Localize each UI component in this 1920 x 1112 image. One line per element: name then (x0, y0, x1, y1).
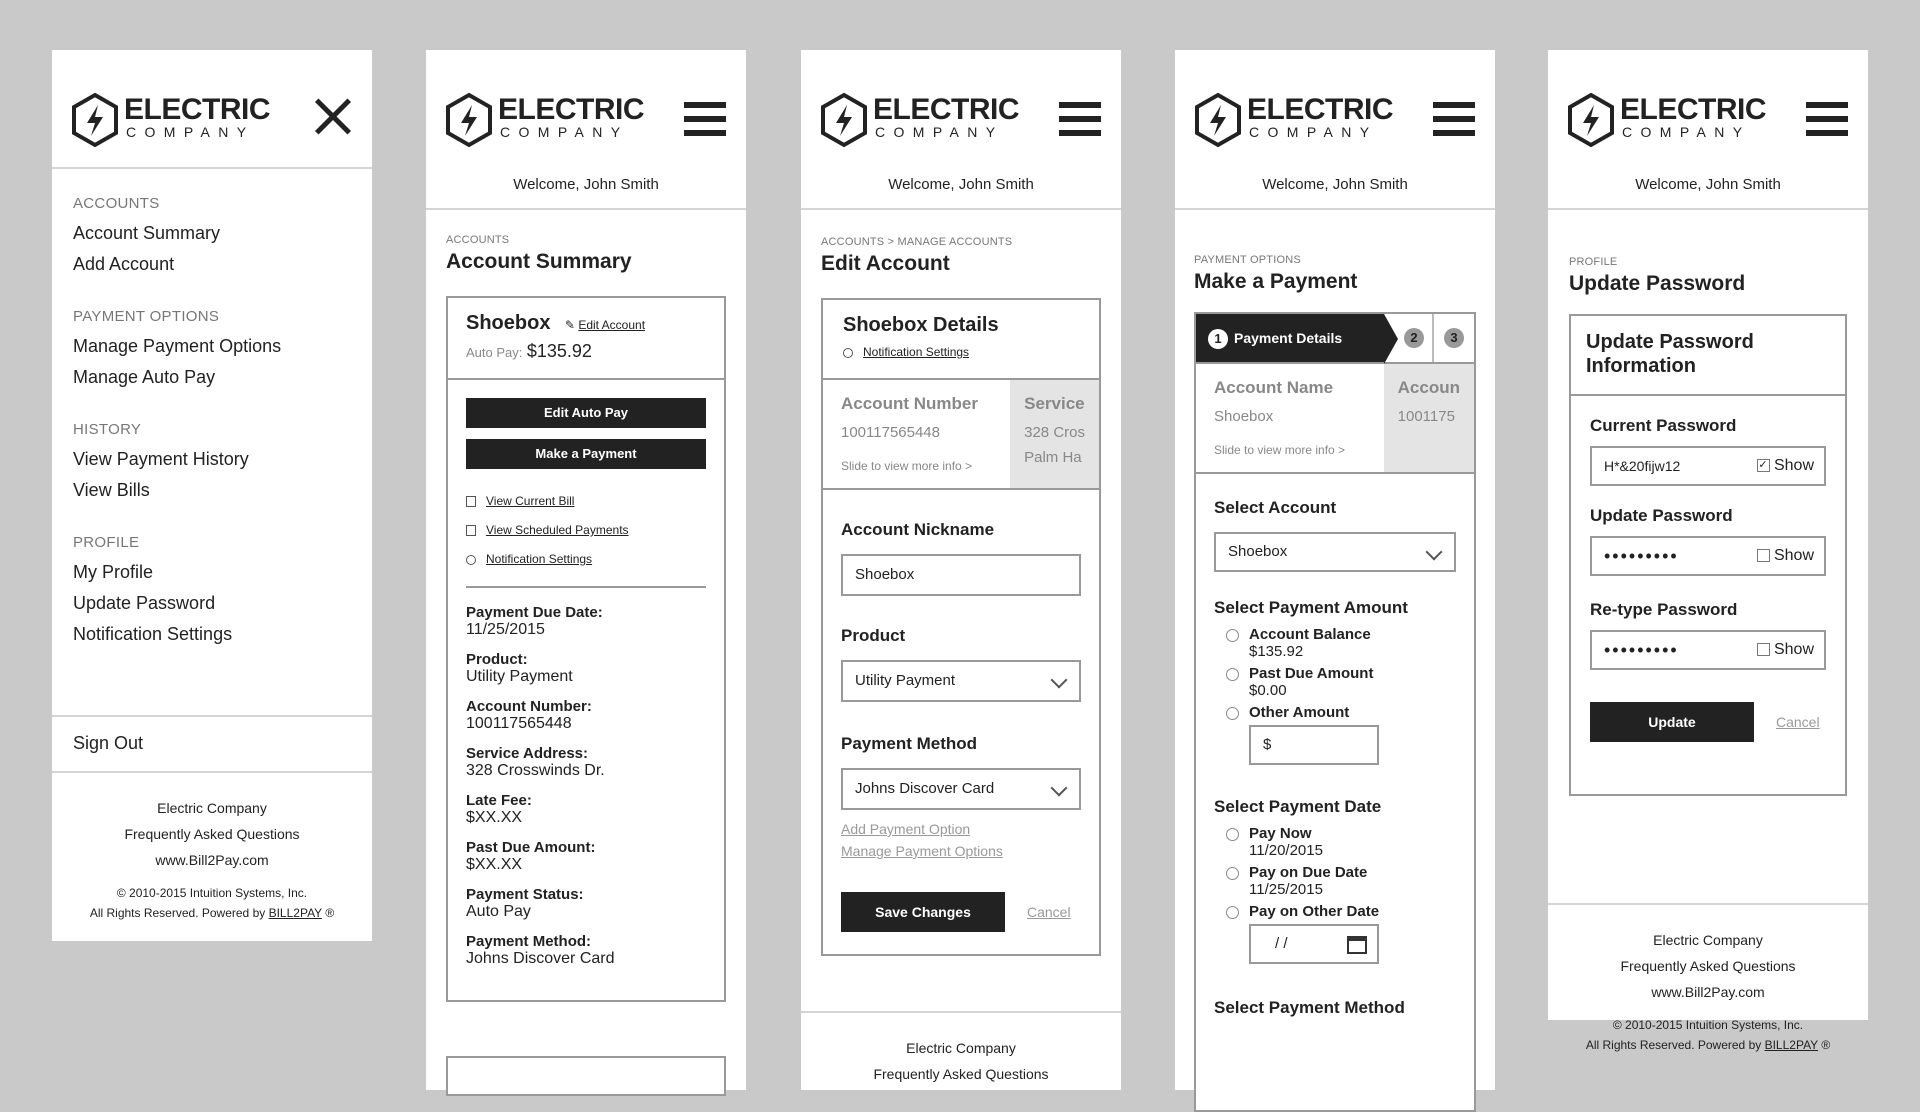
view-current-bill-link[interactable] (466, 487, 706, 516)
welcome-message: Welcome, John Smith (1635, 176, 1781, 193)
logo-text-company: COMPANY (1249, 124, 1378, 140)
detail-value: Johns Discover Card (466, 950, 615, 967)
hamburger-menu-icon[interactable] (1433, 102, 1475, 136)
selected-value: Johns Discover Card (855, 780, 995, 797)
account-name: Shoebox (466, 312, 551, 334)
slide-value: 100117565448 (841, 424, 940, 441)
hamburger-menu-icon[interactable] (1059, 102, 1101, 136)
option-value: 11/20/2015 (1249, 842, 1323, 859)
menu-item-update-password[interactable]: Update Password (73, 593, 216, 613)
copyright-text: © 2010-2015 Intuition Systems, Inc. (1612, 1018, 1804, 1032)
slide-value: Shoebox (1214, 408, 1274, 425)
logo-text-electric: ELECTRIC (124, 93, 270, 126)
current-password-label: Current Password (1590, 416, 1737, 435)
retype-password-label: Re-type Password (1590, 600, 1738, 619)
slide-value: Palm Ha (1024, 449, 1082, 466)
logo-text-electric: ELECTRIC (1247, 93, 1393, 126)
input-value: ••••••••• (1604, 640, 1679, 660)
option-label: Past Due Amount (1249, 665, 1374, 682)
account-select[interactable] (1214, 532, 1456, 572)
retype-password-input[interactable] (1590, 630, 1826, 670)
checkbox[interactable] (1757, 549, 1770, 562)
detail-label: Payment Due Date: (466, 604, 603, 621)
footer-company[interactable]: Electric Company (1653, 932, 1763, 948)
card-title: Shoebox Details (843, 314, 999, 336)
option-value: $135.92 (1249, 643, 1304, 660)
account-card (446, 296, 726, 1002)
slide-value: 328 Cros (1024, 424, 1085, 441)
option-label: Pay on Due Date (1249, 864, 1368, 881)
slide-title: Accoun (1397, 378, 1460, 397)
breadcrumb[interactable]: PROFILE (1569, 256, 1618, 268)
update-password-input[interactable] (1590, 536, 1826, 576)
update-button[interactable]: Update (1590, 702, 1754, 742)
electric-company-logo[interactable] (444, 92, 644, 148)
menu-item-manage-auto-pay[interactable]: Manage Auto Pay (73, 367, 216, 387)
rights-line (52, 903, 372, 923)
welcome-message: Welcome, John Smith (1262, 176, 1408, 193)
show-label: Show (1773, 547, 1814, 564)
footer-company[interactable]: Electric Company (906, 1040, 1016, 1056)
breadcrumb[interactable]: ACCOUNTS > MANAGE ACCOUNTS (821, 236, 1013, 248)
screen-menu (52, 50, 372, 941)
manage-payment-options-link[interactable]: Manage Payment Options (841, 843, 1003, 859)
select-account-label: Select Account (1214, 498, 1337, 517)
detail-label: Service Address: (466, 745, 589, 762)
product-label: Product (841, 626, 906, 645)
slide-value: 1001175 (1397, 408, 1455, 425)
card-title: Update Password Information (1571, 316, 1845, 396)
footer-site[interactable]: www.Bill2Pay.com (155, 852, 269, 868)
edit-account-link[interactable] (565, 318, 645, 332)
notification-settings-link[interactable] (843, 345, 1079, 359)
menu-item-add-account[interactable]: Add Account (73, 254, 175, 274)
detail-label: Late Fee: (466, 792, 532, 809)
welcome-message: Welcome, John Smith (888, 176, 1034, 193)
screen-make-payment (1175, 50, 1495, 1090)
header (1548, 50, 1868, 210)
bell-icon (843, 348, 853, 358)
screen-update-password (1548, 50, 1868, 1052)
slide-title: Account Number (841, 394, 978, 413)
page-title: Make a Payment (1194, 270, 1358, 293)
payment-form (1196, 474, 1474, 1018)
footer (1548, 905, 1868, 1055)
bill2pay-link[interactable]: BILL2PAY (268, 906, 322, 920)
screen-edit-account (801, 50, 1121, 1090)
detail-value: 328 Crosswinds Dr. (466, 762, 605, 779)
link-label[interactable]: Notification Settings (863, 345, 970, 359)
other-amount-input[interactable]: $ (1249, 725, 1379, 765)
product-select[interactable] (841, 660, 1081, 702)
link-label[interactable]: View Scheduled Payments (486, 523, 629, 537)
menu-item-account-summary[interactable]: Account Summary (73, 223, 221, 243)
account-details (466, 604, 706, 968)
autopay-row (466, 341, 706, 362)
logo-text-electric: ELECTRIC (1620, 93, 1766, 126)
electric-company-logo[interactable] (819, 92, 1019, 148)
amount-option-past-due[interactable] (1226, 665, 1456, 699)
chevron-down-icon (1051, 672, 1068, 689)
form-actions (1590, 702, 1826, 742)
page-content (801, 210, 1121, 956)
detail-label: Account Number: (466, 698, 592, 715)
cancel-link[interactable]: Cancel (1027, 904, 1071, 920)
footer-faq[interactable]: Frequently Asked Questions (124, 826, 300, 842)
date-option-other-date[interactable] (1226, 903, 1456, 920)
quick-links (466, 487, 706, 588)
selected-value: Utility Payment (855, 672, 956, 689)
account-card-body (448, 380, 724, 968)
payment-method-label: Payment Method (841, 734, 978, 753)
option-label: Pay on Other Date (1249, 903, 1380, 920)
detail-label: Payment Status: (466, 886, 584, 903)
electric-company-logo[interactable] (1193, 92, 1393, 148)
footer-copyright (1548, 1015, 1868, 1055)
menu-heading: PAYMENT OPTIONS (73, 308, 220, 325)
menu-item-notification-settings[interactable]: Notification Settings (73, 624, 233, 644)
footer (52, 773, 372, 923)
notification-settings-link[interactable] (466, 545, 706, 574)
detail-value: Auto Pay (466, 903, 531, 920)
page-title: Account Summary (446, 250, 632, 273)
add-payment-option-link[interactable]: Add Payment Option (841, 821, 971, 837)
nickname-label: Account Nickname (841, 520, 995, 539)
cancel-link[interactable]: Cancel (1776, 714, 1820, 730)
save-changes-button[interactable]: Save Changes (841, 892, 1005, 932)
step-number: 3 (1444, 328, 1464, 348)
show-toggle[interactable] (1757, 538, 1814, 574)
screen-account-summary (426, 50, 746, 1090)
step-number: 1 (1208, 329, 1228, 349)
selected-value: Shoebox (1228, 543, 1288, 560)
electric-company-logo[interactable] (1566, 92, 1766, 148)
input-value: ••••••••• (1604, 546, 1679, 566)
pencil-icon: ✎ (564, 318, 575, 332)
bell-icon (466, 555, 476, 565)
slide-service (1010, 380, 1099, 488)
lightning-hexagon-icon (70, 92, 120, 148)
page-title: Edit Account (821, 252, 950, 275)
link-label[interactable]: Notification Settings (486, 552, 593, 566)
page-content (426, 210, 746, 1096)
option-label: Account Balance (1249, 626, 1371, 643)
date-option-due-date[interactable] (1226, 864, 1456, 898)
menu-section-accounts (73, 195, 351, 280)
option-value: $0.00 (1249, 682, 1287, 699)
logo-text-company: COMPANY (500, 124, 629, 140)
form-actions (841, 892, 1081, 932)
card-header (823, 300, 1099, 380)
menu-heading: HISTORY (73, 421, 142, 438)
payment-method-label: Select Payment Method (1214, 998, 1405, 1017)
welcome-message: Welcome, John Smith (513, 176, 659, 193)
detail-value: Utility Payment (466, 668, 573, 685)
step-3[interactable] (1434, 314, 1474, 362)
lightning-hexagon-icon (1193, 92, 1243, 148)
payment-option-links (841, 818, 1081, 862)
next-account-card (446, 1056, 726, 1096)
detail-value: 11/25/2015 (466, 621, 545, 638)
page-content (1548, 210, 1868, 905)
bill2pay-link[interactable]: BILL2PAY (1764, 1038, 1818, 1052)
payment-wizard (1194, 312, 1476, 1112)
view-scheduled-payments-link[interactable] (466, 516, 706, 545)
menu-section-profile (73, 534, 351, 650)
document-icon (466, 496, 476, 507)
update-password-card (1569, 314, 1847, 796)
menu-item-view-bills[interactable]: View Bills (73, 480, 150, 500)
header (426, 50, 746, 210)
logo-text-company: COMPANY (1622, 124, 1751, 140)
radio-button[interactable] (1226, 668, 1239, 681)
step-payment-details[interactable] (1196, 314, 1384, 362)
detail-value: 100117565448 (466, 715, 572, 732)
checkbox-checked[interactable]: ✓ (1758, 459, 1768, 472)
amount-option-account-balance[interactable] (1226, 626, 1456, 660)
date-placeholder: / / (1275, 935, 1288, 952)
info-slider[interactable] (1196, 364, 1474, 474)
update-password-label: Update Password (1590, 506, 1733, 525)
slide-hint: Slide to view more info > (841, 459, 973, 473)
link-label[interactable]: View Current Bill (486, 494, 575, 508)
calendar-icon[interactable] (1347, 936, 1367, 954)
page-title: Update Password (1569, 272, 1746, 295)
menu-heading: ACCOUNTS (73, 195, 160, 212)
electric-company-logo[interactable] (70, 92, 270, 148)
payment-amount-label: Select Payment Amount (1214, 598, 1408, 617)
autopay-amount: $135.92 (526, 341, 592, 361)
show-toggle[interactable] (1757, 632, 1814, 668)
menu-item-my-profile[interactable]: My Profile (73, 562, 154, 582)
input-value: H*&20fijw12 (1604, 458, 1681, 474)
menu-heading: PROFILE (73, 534, 140, 551)
amount-option-other[interactable] (1226, 704, 1456, 721)
edit-account-label[interactable]: Edit Account (578, 318, 646, 332)
payment-date-options (1214, 825, 1456, 964)
radio-button[interactable] (1226, 707, 1239, 720)
show-toggle[interactable] (1757, 448, 1814, 484)
radio-button[interactable] (1226, 906, 1239, 919)
registered-mark: ® (1821, 1038, 1831, 1052)
hamburger-menu-icon[interactable] (1806, 102, 1848, 136)
rights-line (1548, 1035, 1868, 1055)
menu-item-manage-payment-options[interactable]: Manage Payment Options (73, 336, 282, 356)
payment-method-select[interactable] (841, 768, 1081, 810)
close-icon[interactable] (314, 98, 352, 136)
logo-text-electric: ELECTRIC (873, 93, 1019, 126)
footer-site[interactable]: www.Bill2Pay.com (1651, 984, 1765, 1000)
registered-mark: ® (325, 906, 335, 920)
breadcrumb[interactable]: ACCOUNTS (446, 234, 510, 246)
slide-title: Service (1024, 394, 1085, 413)
current-password-input[interactable] (1590, 446, 1826, 486)
info-slider[interactable] (823, 380, 1099, 490)
lightning-hexagon-icon (444, 92, 494, 148)
payment-amount-options (1214, 626, 1456, 765)
slide-account-number (1384, 364, 1474, 472)
radio-button[interactable] (1226, 867, 1239, 880)
menu-section-payment-options (73, 308, 351, 393)
edit-auto-pay-button[interactable]: Edit Auto Pay (466, 398, 706, 428)
menu-section-history (73, 421, 351, 506)
hamburger-menu-icon[interactable] (684, 102, 726, 136)
header (801, 50, 1121, 210)
date-option-pay-now[interactable] (1226, 825, 1456, 859)
password-form (1571, 396, 1845, 742)
wizard-steps (1196, 314, 1474, 364)
slide-account-name (1196, 364, 1384, 472)
logo-text-company: COMPANY (126, 124, 255, 140)
footer (801, 1011, 1121, 1087)
slide-account-number (823, 380, 1010, 488)
step-number: 2 (1404, 328, 1424, 348)
detail-label: Product: (466, 651, 528, 668)
calendar-icon (466, 525, 476, 536)
footer-faq[interactable]: Frequently Asked Questions (873, 1066, 1049, 1082)
other-date-input[interactable] (1249, 924, 1379, 964)
rights-text: All Rights Reserved. Powered by (89, 906, 266, 920)
option-label: Other Amount (1249, 704, 1350, 721)
autopay-label: Auto Pay: (466, 345, 523, 360)
show-label: Show (1773, 641, 1814, 658)
option-label: Pay Now (1249, 825, 1312, 842)
footer-links (801, 1013, 1121, 1087)
slide-title: Account Name (1214, 378, 1334, 397)
footer-company[interactable]: Electric Company (157, 800, 267, 816)
radio-button[interactable] (1226, 629, 1239, 642)
lightning-hexagon-icon (819, 92, 869, 148)
logo-text-company: COMPANY (875, 124, 1004, 140)
detail-value: $XX.XX (466, 856, 523, 873)
detail-label: Past Due Amount: (466, 839, 596, 856)
sign-out-link[interactable]: Sign Out (52, 717, 372, 773)
chevron-down-icon (1051, 780, 1068, 797)
show-label: Show (1773, 457, 1814, 474)
slide-hint: Slide to view more info > (1214, 443, 1346, 457)
rights-text: All Rights Reserved. Powered by (1585, 1038, 1762, 1052)
page-content (1175, 210, 1495, 1112)
footer-faq[interactable]: Frequently Asked Questions (1620, 958, 1796, 974)
copyright-text: © 2010-2015 Intuition Systems, Inc. (116, 886, 308, 900)
lightning-hexagon-icon (1566, 92, 1616, 148)
edit-account-card (821, 298, 1101, 956)
menu-item-view-payment-history[interactable]: View Payment History (73, 449, 249, 469)
nickname-input[interactable]: Shoebox (841, 554, 1081, 596)
footer-copyright (52, 883, 372, 923)
step-label: Payment Details (1234, 330, 1343, 346)
checkbox[interactable] (1757, 643, 1770, 656)
detail-value: $XX.XX (466, 809, 523, 826)
header (52, 50, 372, 169)
option-value: 11/25/2015 (1249, 881, 1323, 898)
chevron-down-icon (1426, 544, 1443, 561)
payment-date-label: Select Payment Date (1214, 797, 1382, 816)
radio-button[interactable] (1226, 828, 1239, 841)
account-card-header (448, 298, 724, 380)
make-payment-button[interactable]: Make a Payment (466, 439, 706, 469)
logo-text-electric: ELECTRIC (498, 93, 644, 126)
header (1175, 50, 1495, 210)
detail-label: Payment Method: (466, 933, 592, 950)
edit-form (823, 490, 1099, 932)
breadcrumb[interactable]: PAYMENT OPTIONS (1194, 254, 1301, 266)
nav-menu (52, 169, 372, 717)
